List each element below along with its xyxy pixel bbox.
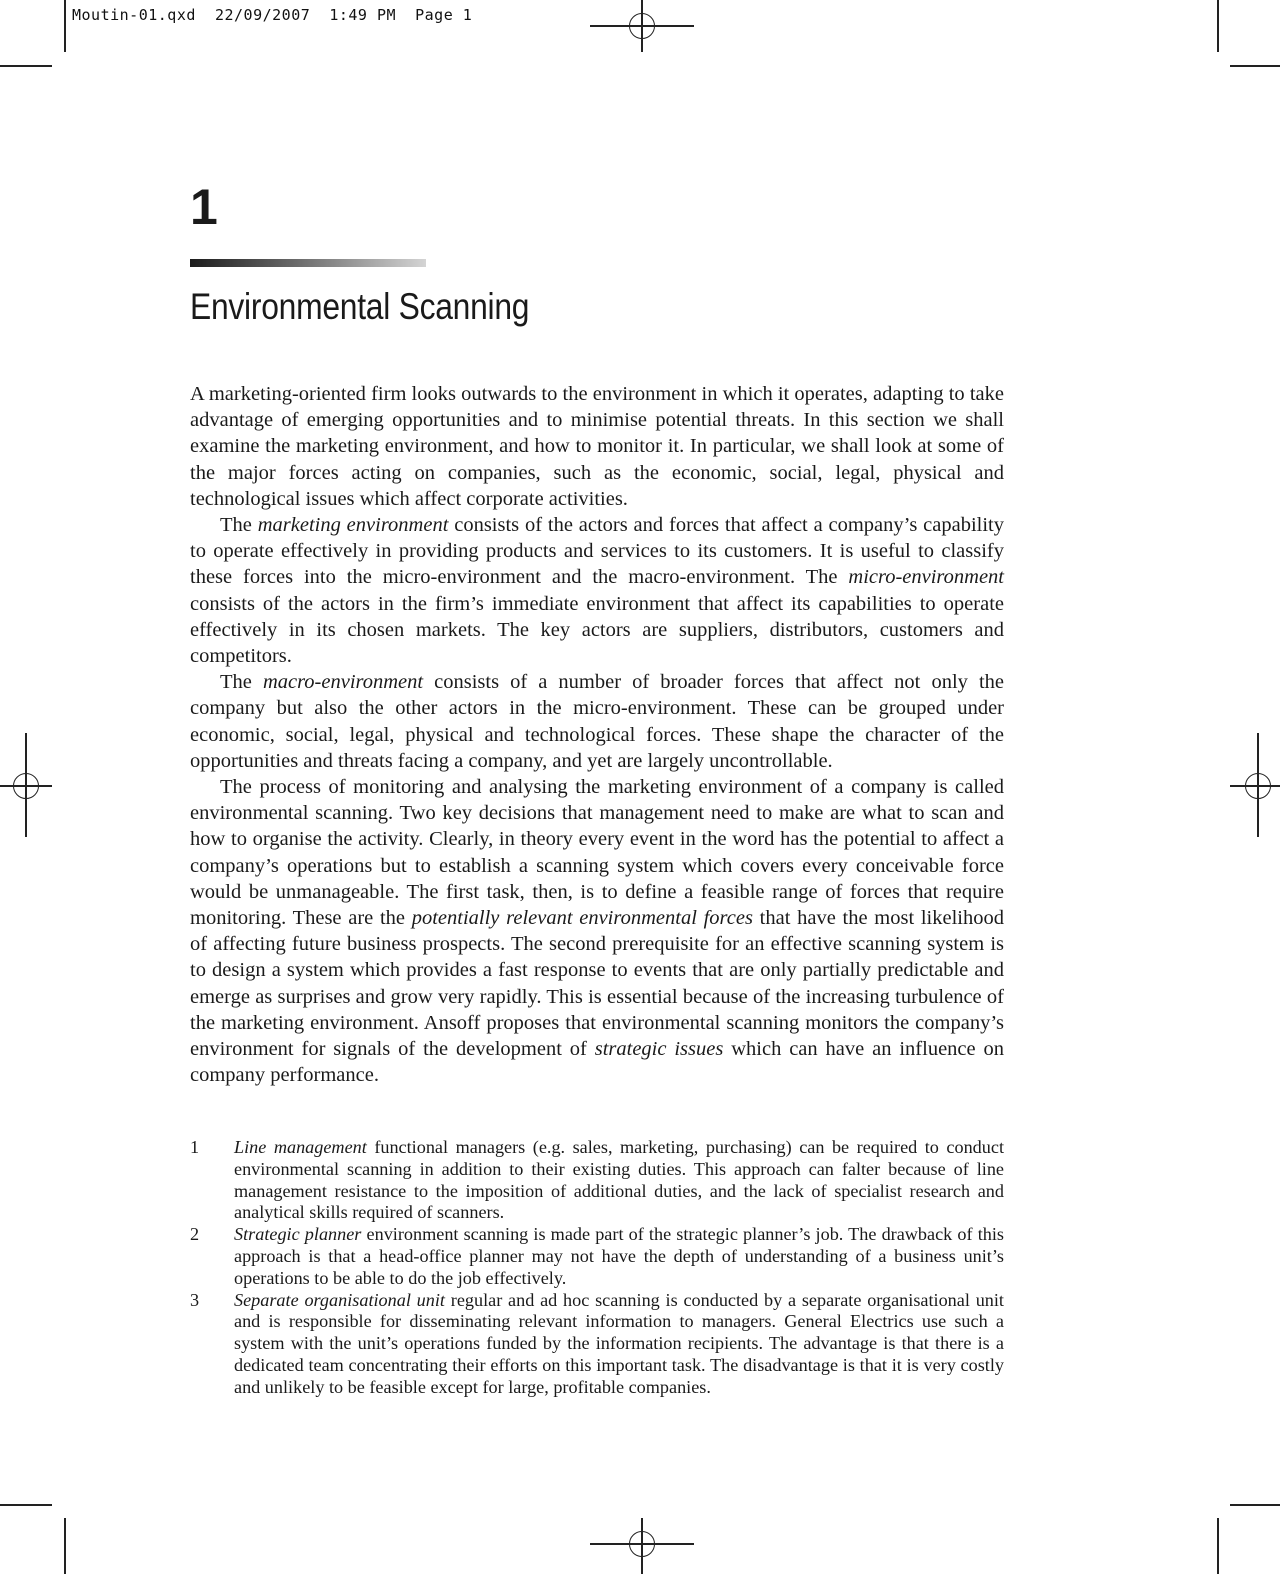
list-item-number: 2 xyxy=(190,1224,200,1245)
paragraph-text: that have the most likelihood of affecting future business prospects. The second prerequisite for an effective scanning system is to design a system which provides a fast response to events that are only partially predictable and emerge as surprises and grow very rapidly. This is essential because of the increasing turbulence of the marketing environment. Ansoff proposes that environmental scanning monitors the company’s environment for signals of the development of xyxy=(190,907,1004,1061)
printer-slug: Moutin-01.qxd 22/09/2007 1:49 PM Page 1 xyxy=(72,6,473,24)
paragraph-text: consists of the actors in the firm’s immediate environment that affect its capabilities to operate effectively in its chosen markets. The key actors are suppliers, distributors, customers and competitors. xyxy=(190,592,1004,668)
crop-mark-top-right-v xyxy=(1217,0,1219,52)
body-paragraph xyxy=(190,669,1004,774)
crop-mark-top-left-h xyxy=(0,65,52,67)
crop-mark-bottom-right-v xyxy=(1217,1518,1219,1574)
registration-target-icon xyxy=(629,13,655,39)
italic-term: strategic issues xyxy=(594,1038,724,1061)
paragraph-text: consists of a number of broader forces that affect not only the company but also the other actors in the micro-environment. These can be grouped under economic, social, legal, physical and technological forces. These shape the character of the opportunities and threats facing a company, and yet are largely uncontrollable. xyxy=(190,671,1004,772)
italic-term: micro-environment xyxy=(848,566,1004,589)
list-item-text: environment scanning is made part of the strategic planner’s job. The drawback of this approach is that a head-office planner may not have the depth of understanding of a business unit’s operations to be able to do the job effectively. xyxy=(234,1224,1004,1288)
list-item-text: functional managers (e.g. sales, marketing, purchasing) can be required to conduct environmental scanning in addition to their existing duties. This approach can falter because of line management resistance to the imposition of additional duties, and the lack of specialist research and analytical skills required of scanners. xyxy=(234,1137,1004,1223)
list-item-number: 1 xyxy=(190,1137,200,1157)
paragraph-text: consists of the actors and forces that affect a company’s capability to operate effectively in providing products and services to its customers. It is useful to classify these forces into the micro-environment and the macro-environment. The xyxy=(190,514,1004,589)
chapter-rule xyxy=(190,259,426,267)
chapter-number: 1 xyxy=(190,179,218,235)
list-item-term: Separate organisational unit xyxy=(234,1289,445,1310)
body-text xyxy=(190,381,1004,1088)
body-paragraph xyxy=(190,512,1004,669)
paragraph-text: A marketing-oriented firm looks outwards to the environment in which it operates, adapting to take advantage of emerging opportunities and to minimise potential threats. In this section we shall examine the marketing environment, and how to monitor it. In particular, we shall look at some of the major forces acting on companies, such as the economic, social, legal, physical and technological issues which affect corporate activities. xyxy=(190,383,1004,510)
list-item-term: Line management xyxy=(234,1137,367,1157)
italic-term: potentially relevant environmental forces xyxy=(411,907,753,930)
paragraph-text: The xyxy=(220,514,258,537)
paragraph-text: which can have an influence on company performance. xyxy=(190,1038,1005,1087)
paragraph-text: The process of monitoring and analysing the marketing environment of a company is called environmental scanning. Two key decisions that management need to make are what to scan and how to organise the activity. Clearly, in theory every event in the word has the potential to affect a company’s operations but to establish a scanning system which covers every conceivable force would be unmanageable. The first task, then, is to define a feasible range of forces that require monitoring. These are the xyxy=(190,776,1004,930)
crop-mark-top-right-h xyxy=(1230,65,1280,67)
registration-target-icon xyxy=(629,1531,655,1557)
italic-term: macro-environment xyxy=(262,671,424,694)
crop-mark-top-left-v xyxy=(64,0,66,52)
list-item-text: regular and ad hoc scanning is conducted by a separate organisational unit and is responsible for disseminating relevant information to managers. General Electrics use such a system with the unit’s operations funded by the information recipients. The advantage is that there is a dedicated team concentrating their efforts on this important task. The disadvantage is that it is very costly and unlikely to be feasible except for large, profitable companies. xyxy=(234,1289,1004,1397)
list-item xyxy=(190,1224,1004,1289)
italic-term: marketing environment xyxy=(257,514,449,537)
paragraph-text: The xyxy=(220,671,263,694)
list-item-term: Strategic planner xyxy=(234,1224,362,1245)
body-paragraph xyxy=(190,774,1004,1088)
list-item-number: 3 xyxy=(190,1289,200,1310)
chapter-title: Environmental Scanning xyxy=(190,286,530,327)
crop-mark-bottom-left-h xyxy=(0,1504,52,1506)
crop-mark-bottom-right-h xyxy=(1230,1504,1280,1506)
registration-target-icon xyxy=(13,773,39,799)
list-item xyxy=(190,1290,1004,1399)
list-item xyxy=(190,1137,1004,1224)
crop-mark-bottom-left-v xyxy=(64,1518,66,1574)
scanning-approaches-list xyxy=(190,1137,1004,1399)
body-paragraph xyxy=(190,381,1004,512)
registration-target-icon xyxy=(1245,773,1271,799)
